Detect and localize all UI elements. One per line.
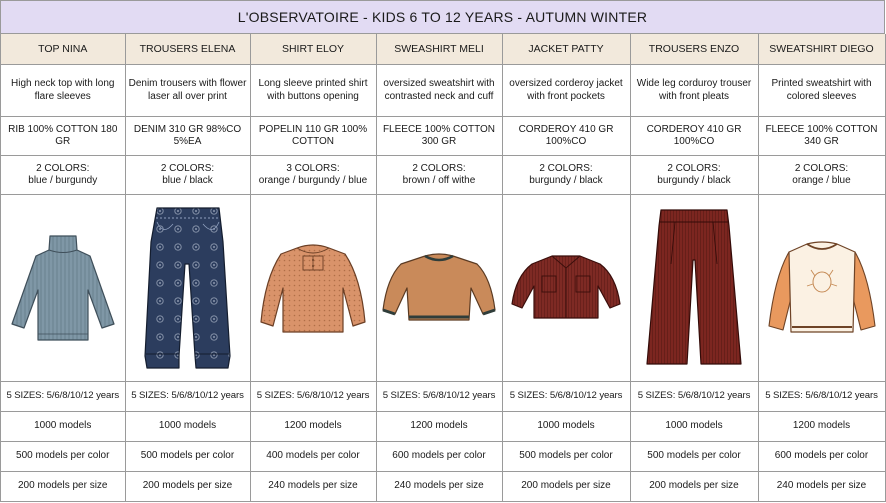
total-models-row xyxy=(1,412,885,442)
product-total: 1000 models xyxy=(1,412,125,442)
color-list: burgundy / black xyxy=(529,175,603,186)
product-description: Wide leg corduroy trouser with front pleats xyxy=(630,65,758,117)
product-per-size: 200 models per size xyxy=(125,472,250,502)
colorblock-sweatshirt-icon xyxy=(765,236,879,340)
color-list: burgundy / black xyxy=(657,175,731,186)
product-name: TROUSERS ELENA xyxy=(125,34,250,65)
product-per-size: 240 models per size xyxy=(758,472,885,502)
illustration-row xyxy=(1,195,885,382)
product-per-color: 600 models per color xyxy=(376,442,502,472)
product-per-color: 400 models per color xyxy=(250,442,376,472)
product-per-color: 500 models per color xyxy=(502,442,630,472)
sizes-row xyxy=(1,382,885,412)
product-name: TROUSERS ENZO xyxy=(630,34,758,65)
product-total: 1000 models xyxy=(125,412,250,442)
collection-table xyxy=(1,34,886,502)
colors-count: 2 COLORS: xyxy=(539,162,593,174)
colors-count: 2 COLORS: xyxy=(36,162,90,174)
product-fabric: DENIM 310 GR 98%CO 5%EA xyxy=(125,117,250,156)
color-list: orange / blue xyxy=(792,175,851,186)
product-sizes: 5 SIZES: 5/6/8/10/12 years xyxy=(630,382,758,412)
product-per-size: 240 models per size xyxy=(250,472,376,502)
color-list: blue / black xyxy=(162,175,213,186)
product-per-color: 600 models per color xyxy=(758,442,885,472)
product-fabric: FLEECE 100% COTTON 340 GR xyxy=(758,117,885,156)
product-name: SWEASHIRT MELI xyxy=(376,34,502,65)
product-illustration xyxy=(502,195,630,382)
product-description: Printed sweatshirt with colored sleeves xyxy=(758,65,885,117)
product-total: 1000 models xyxy=(502,412,630,442)
product-fabric: RIB 100% COTTON 180 GR xyxy=(1,117,125,156)
colors-count: 2 COLORS: xyxy=(667,162,721,174)
sheet-title: L'OBSERVATOIRE - KIDS 6 TO 12 YEARS - AUTUMN WINTER xyxy=(1,1,885,34)
product-per-size: 240 models per size xyxy=(376,472,502,502)
wide-leg-trousers-icon xyxy=(639,204,749,372)
product-colors xyxy=(250,156,376,195)
product-illustration xyxy=(376,195,502,382)
product-per-size: 200 models per size xyxy=(502,472,630,502)
product-colors xyxy=(376,156,502,195)
product-colors xyxy=(1,156,125,195)
corduroy-jacket-icon xyxy=(510,250,622,326)
colors-count: 3 COLORS: xyxy=(286,162,340,174)
product-sizes: 5 SIZES: 5/6/8/10/12 years xyxy=(376,382,502,412)
product-total: 1200 models xyxy=(250,412,376,442)
product-illustration xyxy=(1,195,125,382)
product-colors xyxy=(502,156,630,195)
product-colors xyxy=(758,156,885,195)
product-per-size: 200 models per size xyxy=(1,472,125,502)
colors-count: 2 COLORS: xyxy=(412,162,466,174)
denim-trousers-icon xyxy=(133,202,243,374)
product-name-row xyxy=(1,34,885,65)
product-per-color: 500 models per color xyxy=(630,442,758,472)
product-per-size: 200 models per size xyxy=(630,472,758,502)
product-colors xyxy=(630,156,758,195)
product-illustration xyxy=(125,195,250,382)
product-description: High neck top with long flare sleeves xyxy=(1,65,125,117)
printed-shirt-icon xyxy=(257,238,369,338)
product-sizes: 5 SIZES: 5/6/8/10/12 years xyxy=(1,382,125,412)
product-name: SWEATSHIRT DIEGO xyxy=(758,34,885,65)
product-description: Denim trousers with flower laser all over print xyxy=(125,65,250,117)
colors-count: 2 COLORS: xyxy=(160,162,215,174)
colors-row xyxy=(1,156,885,195)
product-fabric: CORDEROY 410 GR 100%CO xyxy=(630,117,758,156)
product-sizes: 5 SIZES: 5/6/8/10/12 years xyxy=(758,382,885,412)
product-name: JACKET PATTY xyxy=(502,34,630,65)
product-per-color: 500 models per color xyxy=(125,442,250,472)
color-list: brown / off withe xyxy=(402,175,476,186)
product-description: Long sleeve printed shirt with buttons opening xyxy=(250,65,376,117)
product-fabric: POPELIN 110 GR 100% COTTON xyxy=(250,117,376,156)
product-sizes: 5 SIZES: 5/6/8/10/12 years xyxy=(502,382,630,412)
product-fabric: CORDEROY 410 GR 100%CO xyxy=(502,117,630,156)
colors-count: 2 COLORS: xyxy=(794,162,849,174)
per-color-row xyxy=(1,442,885,472)
product-illustration xyxy=(758,195,885,382)
product-description: oversized corderoy jacket with front pockets xyxy=(502,65,630,117)
per-size-row xyxy=(1,472,885,502)
turtleneck-top-icon xyxy=(8,228,118,348)
description-row xyxy=(1,65,885,117)
fabric-row xyxy=(1,117,885,156)
oversized-sweatshirt-icon xyxy=(381,248,497,328)
product-total: 1200 models xyxy=(376,412,502,442)
product-name: TOP NINA xyxy=(1,34,125,65)
product-name: SHIRT ELOY xyxy=(250,34,376,65)
product-colors xyxy=(125,156,250,195)
product-sizes: 5 SIZES: 5/6/8/10/12 years xyxy=(125,382,250,412)
product-total: 1200 models xyxy=(758,412,885,442)
color-list: orange / burgundy / blue xyxy=(258,175,368,186)
product-fabric: FLEECE 100% COTTON 300 GR xyxy=(376,117,502,156)
color-list: blue / burgundy xyxy=(28,175,98,186)
product-per-color: 500 models per color xyxy=(1,442,125,472)
product-total: 1000 models xyxy=(630,412,758,442)
product-sizes: 5 SIZES: 5/6/8/10/12 years xyxy=(250,382,376,412)
product-description: oversized sweatshirt with contrasted neck and cuff xyxy=(376,65,502,117)
product-illustration xyxy=(630,195,758,382)
product-illustration xyxy=(250,195,376,382)
